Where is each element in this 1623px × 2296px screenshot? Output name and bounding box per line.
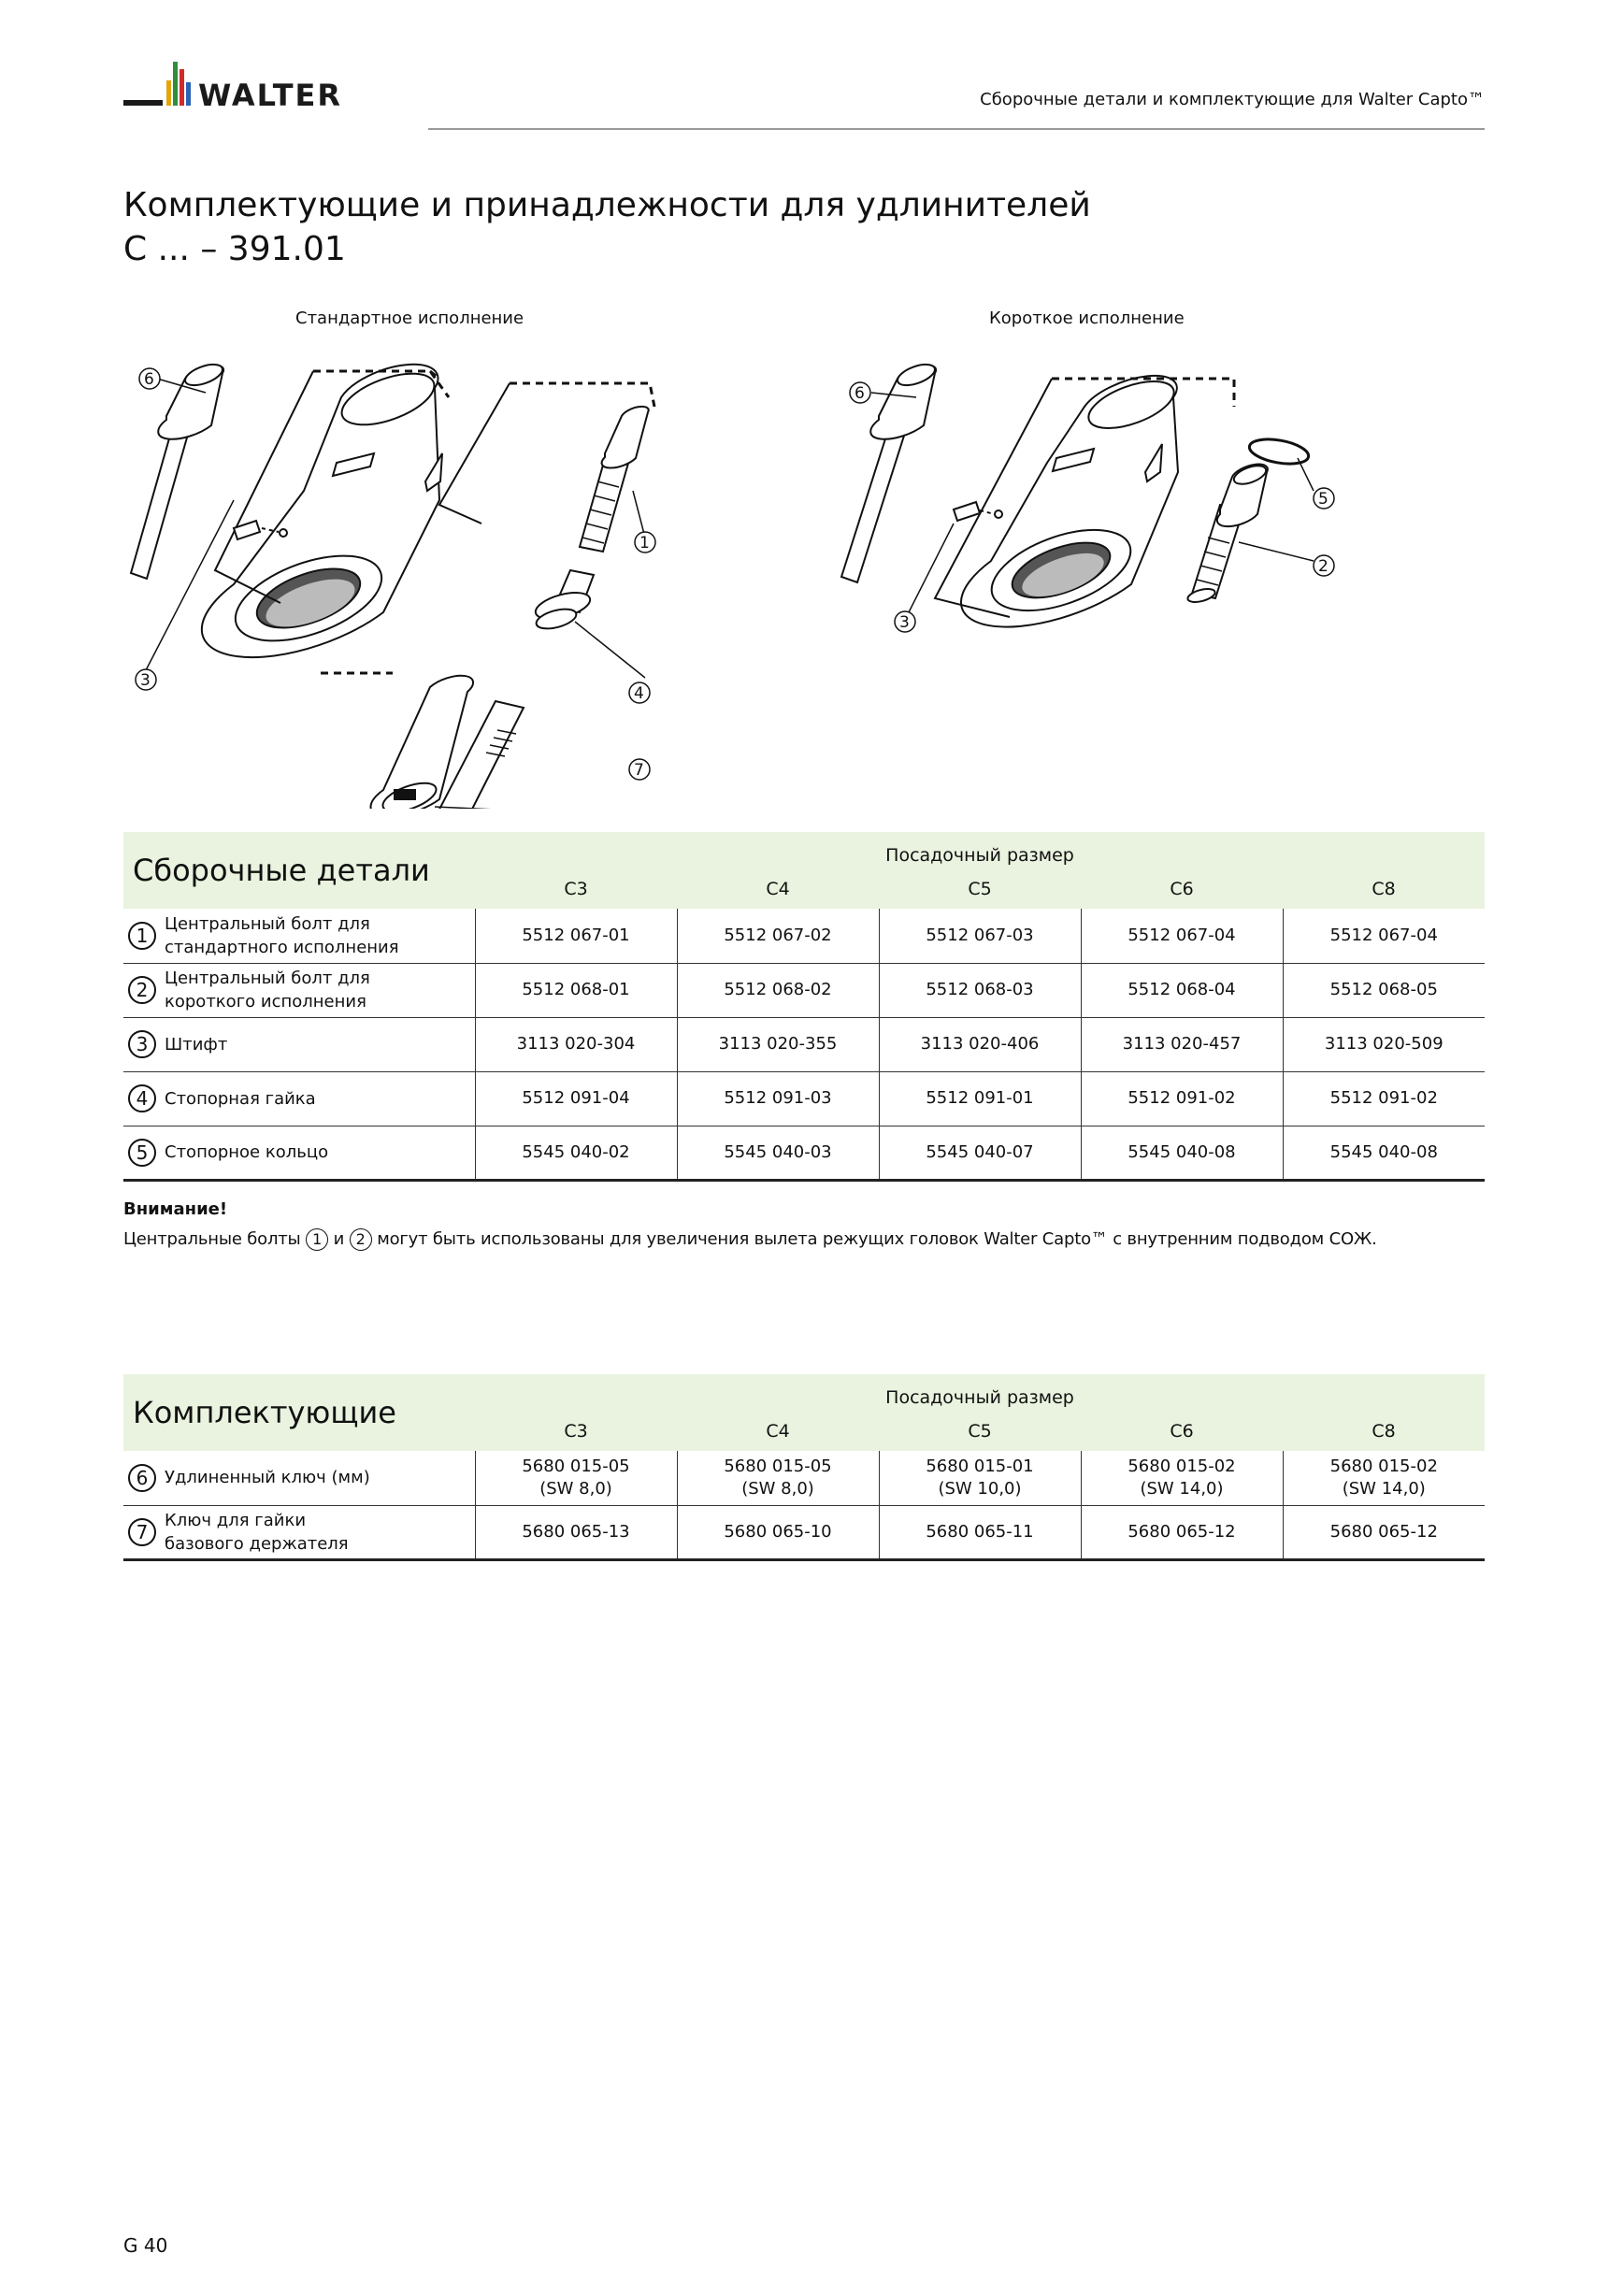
size-header: C3: [475, 1412, 677, 1451]
size-header: C5: [879, 1412, 1081, 1451]
part-name: Ключ для гайки базового держателя: [161, 1505, 475, 1559]
part-name: Центральный болт для короткого исполнения: [161, 963, 475, 1017]
walter-logo: [123, 60, 404, 116]
order-code: 5680 015-02 (SW 14,0): [1081, 1451, 1283, 1505]
order-code: 5680 015-05 (SW 8,0): [677, 1451, 879, 1505]
order-code: 5680 015-02 (SW 14,0): [1283, 1451, 1485, 1505]
table-header-row: [123, 832, 1485, 869]
exploded-view-drawing: [112, 341, 1515, 809]
fitting-size-label: Посадочный размер: [475, 1374, 1485, 1412]
size-header: C8: [1283, 869, 1485, 909]
order-code: 3113 020-355: [677, 1017, 879, 1071]
order-code: 5512 091-04: [475, 1071, 677, 1126]
table-row: [123, 1505, 1485, 1559]
order-code: 5512 091-02: [1081, 1071, 1283, 1126]
order-code: 5512 068-05: [1283, 963, 1485, 1017]
order-code: 5512 091-03: [677, 1071, 879, 1126]
size-header: C6: [1081, 1412, 1283, 1451]
part-name: Штифт: [161, 1017, 475, 1071]
order-code: 5680 065-13: [475, 1505, 677, 1559]
order-code: 5545 040-08: [1283, 1126, 1485, 1180]
page-number: G 40: [123, 2234, 168, 2257]
order-code: 5512 067-04: [1283, 909, 1485, 963]
table-header-row: [123, 1374, 1485, 1412]
order-code: 5512 068-02: [677, 963, 879, 1017]
order-code: 5680 065-10: [677, 1505, 879, 1559]
callout-6-short: 6: [855, 384, 865, 403]
size-header: C3: [475, 869, 677, 909]
callout-3-short: 3: [899, 613, 910, 632]
note-badge-2: 2: [350, 1228, 372, 1251]
part-number-badge: 4: [128, 1084, 156, 1112]
order-code: 3113 020-406: [879, 1017, 1081, 1071]
order-code: 5545 040-07: [879, 1126, 1081, 1180]
part-name: Центральный болт для стандартного исполнения: [161, 909, 475, 963]
note-title: Внимание!: [123, 1199, 228, 1219]
part-number-badge: 6: [128, 1464, 156, 1492]
order-code: 5512 068-01: [475, 963, 677, 1017]
fitting-size-label: Посадочный размер: [475, 832, 1485, 869]
size-header: C4: [677, 1412, 879, 1451]
order-code: 5512 067-03: [879, 909, 1081, 963]
table-row: [123, 963, 1485, 1017]
page-title-line1: Комплектующие и принадлежности для удлинителей: [123, 186, 1091, 224]
part-number-badge: 1: [128, 922, 156, 950]
assembly-section-title: Сборочные детали: [123, 832, 475, 909]
order-code: 5512 091-02: [1283, 1071, 1485, 1126]
order-code: 5512 068-04: [1081, 963, 1283, 1017]
order-code: 5512 067-04: [1081, 909, 1283, 963]
part-number-badge: 5: [128, 1139, 156, 1167]
order-code: 5512 091-01: [879, 1071, 1081, 1126]
extension-body-short: [961, 372, 1180, 627]
size-header: C6: [1081, 869, 1283, 909]
table-row: [123, 1451, 1485, 1505]
order-code: 3113 020-304: [475, 1017, 677, 1071]
accessories-table: [123, 1374, 1485, 1561]
callout-7: 7: [634, 761, 644, 780]
table-row: [123, 1126, 1485, 1180]
order-code: 5512 068-03: [879, 963, 1081, 1017]
callout-2: 2: [1318, 557, 1329, 576]
part-number-badge: 3: [128, 1030, 156, 1058]
callout-1: 1: [639, 534, 650, 552]
order-code: 5680 065-12: [1283, 1505, 1485, 1559]
table-row: [123, 909, 1485, 963]
size-header: C5: [879, 869, 1081, 909]
order-code: 5680 065-11: [879, 1505, 1081, 1559]
order-code: 5512 067-01: [475, 909, 677, 963]
part-name: Удлиненный ключ (мм): [161, 1451, 475, 1505]
order-code: 3113 020-509: [1283, 1017, 1485, 1071]
order-code: 5545 040-02: [475, 1126, 677, 1180]
order-code: 5545 040-08: [1081, 1126, 1283, 1180]
order-code: 5680 015-05 (SW 8,0): [475, 1451, 677, 1505]
accessories-section-title: Комплектующие: [123, 1374, 475, 1451]
order-code: 5680 015-01 (SW 10,0): [879, 1451, 1081, 1505]
part-number-badge: 2: [128, 976, 156, 1004]
order-code: 5512 067-02: [677, 909, 879, 963]
callout-6: 6: [144, 370, 154, 389]
callout-5: 5: [1318, 490, 1329, 509]
short-version-caption: Короткое исполнение: [989, 309, 1185, 328]
part-number-badge: 7: [128, 1518, 156, 1546]
extension-body-standard: [202, 364, 442, 658]
logo-wordmark: WALTER: [198, 78, 343, 113]
table-row: [123, 1071, 1485, 1126]
table-row: [123, 1017, 1485, 1071]
note-badge-1: 1: [306, 1228, 328, 1251]
size-header: C4: [677, 869, 879, 909]
header-title: Сборочные детали и комплектующие для Walter Capto™: [980, 90, 1485, 109]
order-code: 3113 020-457: [1081, 1017, 1283, 1071]
page-title-line2: C ... – 391.01: [123, 230, 346, 268]
part-name: Стопорная гайка: [161, 1071, 475, 1126]
page-title: [123, 183, 1091, 271]
part-name: Стопорное кольцо: [161, 1126, 475, 1180]
order-code: 5680 065-12: [1081, 1505, 1283, 1559]
note-text: Центральные болты 1 и 2 могут быть использованы для увеличения вылета режущих головок Walter Capto™ с внутренним подводом СОЖ.: [123, 1229, 1377, 1249]
callout-3: 3: [140, 671, 151, 690]
order-code: 5545 040-03: [677, 1126, 879, 1180]
header-divider: [428, 128, 1485, 130]
callout-4: 4: [634, 684, 644, 703]
assembly-parts-table: [123, 832, 1485, 1182]
standard-version-caption: Стандартное исполнение: [295, 309, 524, 328]
size-header: C8: [1283, 1412, 1485, 1451]
